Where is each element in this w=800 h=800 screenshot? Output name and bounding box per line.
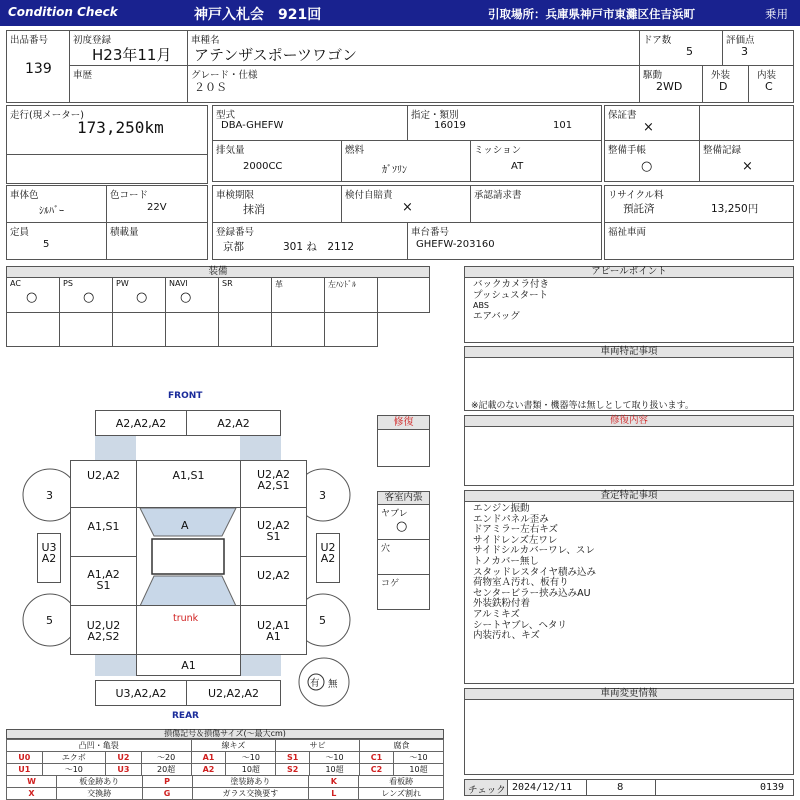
legend-code: K xyxy=(309,776,359,788)
legend-desc: 交換跡 xyxy=(57,788,143,800)
panel-hood-text: A1,S1 xyxy=(172,469,205,482)
fuel-value: ｶﾞｿﾘﾝ xyxy=(382,165,407,176)
equip-sr xyxy=(218,277,272,313)
equip-blank-4 xyxy=(165,312,219,347)
panel-fl-fender-text: U2,A2 xyxy=(86,469,121,482)
drive-label: 駆動 xyxy=(643,70,663,81)
special-note: ※記載のない書類・機器等は無しとして取り扱います。 xyxy=(471,401,694,411)
panel-rl-quarter-text: U2,U2 A2,S2 xyxy=(86,619,121,643)
legend-code: U2 xyxy=(106,752,142,764)
mileage-value: 173,250km xyxy=(77,118,164,137)
load-label: 積載量 xyxy=(110,227,139,238)
legend-code: L xyxy=(309,788,359,800)
history-label: 車歴 xyxy=(73,70,93,81)
warranty-label: 保証書 xyxy=(608,110,637,121)
assessment-line: ドアミラー左右キズ xyxy=(473,524,559,536)
check-date: 2024/12/11 xyxy=(512,782,573,793)
header-title-left: Condition Check xyxy=(8,5,118,19)
panel-rear-right[interactable] xyxy=(186,680,281,706)
equip-navi-label: NAVI xyxy=(169,279,188,288)
usage-type: 乗用 xyxy=(765,7,788,21)
panel-fr-fender-text: U2,A2 A2,S1 xyxy=(256,468,291,492)
grade-value: ２０Ｓ xyxy=(194,81,227,94)
panel-rr-door[interactable] xyxy=(240,556,307,606)
capacity-label: 定員 xyxy=(10,227,30,238)
inspection-box xyxy=(212,185,342,223)
doors-box xyxy=(639,30,723,66)
assessment-line: 荷物室Ａ汚れ、板有り xyxy=(473,577,569,589)
warranty-box xyxy=(604,105,700,141)
legend-row xyxy=(7,764,444,776)
legend-desc: 看板跡 xyxy=(359,776,444,788)
legend-row xyxy=(7,752,444,764)
history-box xyxy=(69,65,188,103)
taxwt-label: 検付自賠責 xyxy=(345,190,393,201)
panel-front-left[interactable] xyxy=(95,410,187,436)
assessment-line: トノカバー無し xyxy=(473,555,539,567)
equip-ps-value: ○ xyxy=(83,290,95,305)
legend-code: A2 xyxy=(191,764,226,776)
equip-lhd xyxy=(324,277,378,313)
approval-label: 承認請求書 xyxy=(474,190,522,201)
cabin-header xyxy=(377,491,430,505)
lot-number: 139 xyxy=(25,61,52,77)
legend-desc: 〜10 xyxy=(310,752,360,764)
legend-title: 損傷記号＆損傷サイズ(〜最大cm) xyxy=(164,729,286,738)
fuel-box xyxy=(341,140,471,182)
chassis-label: 車台番号 xyxy=(411,227,450,238)
check-label: チェック xyxy=(468,785,506,796)
panel-rear-text: A1 xyxy=(181,659,196,672)
panel-right-sill[interactable] xyxy=(316,533,340,583)
equip-navi-value: ○ xyxy=(180,290,192,305)
score-label: 評価点 xyxy=(726,35,755,46)
assessment-line: 外装鉄粉付着 xyxy=(473,598,531,610)
tire-rl-score: 5 xyxy=(46,614,53,627)
assessment-line: エンドパネル歪み xyxy=(473,513,549,525)
legend-desc: 板金跡あり xyxy=(57,776,143,788)
panel-left-sill[interactable] xyxy=(37,533,61,583)
legend-category-row xyxy=(7,740,444,752)
recycle-box xyxy=(604,185,794,223)
cabin-hole xyxy=(377,539,430,575)
panel-front-right[interactable] xyxy=(186,410,281,436)
grade-box xyxy=(187,65,640,103)
exterior-label: 外装 xyxy=(711,70,731,81)
model-box xyxy=(212,105,408,141)
legend-desc: 〜10 xyxy=(226,752,276,764)
equip-lhd-label: 左ﾊﾝﾄﾞﾙ xyxy=(328,280,356,289)
repair-mini-title: 修復 xyxy=(393,417,414,428)
appeal-body xyxy=(464,277,794,343)
pillar-fr xyxy=(240,435,281,461)
warranty-blank xyxy=(699,105,794,141)
assessment-line: サイドレンズ左ワレ xyxy=(473,534,558,546)
legend-cat: 凸凹・亀裂 xyxy=(7,740,192,752)
assessment-line: 内装汚れ、キズ xyxy=(473,630,540,642)
repair-mini-header xyxy=(377,415,430,430)
panel-rear-left-text: U3,A2,A2 xyxy=(115,687,167,700)
designation-value: 16019 xyxy=(434,120,466,131)
legend-desc: レンズ割れ xyxy=(359,788,444,800)
legend-code: U0 xyxy=(7,752,43,764)
equip-extra-1 xyxy=(377,277,430,313)
interior-label: 内装 xyxy=(757,70,777,81)
exterior-box xyxy=(702,65,749,103)
mileage-box xyxy=(6,105,208,155)
plate-number: 301 ね 2112 xyxy=(283,241,355,253)
equipment-title: 装備 xyxy=(208,266,228,277)
assessment-line: アルミキズ xyxy=(473,608,520,620)
inspection-value: 抹消 xyxy=(243,203,265,216)
doors-value: 5 xyxy=(686,45,693,58)
legend-row xyxy=(7,776,444,788)
legend-row xyxy=(7,788,444,800)
rear-label: REAR xyxy=(172,711,199,721)
legend-desc: ガラス交換要す xyxy=(192,788,309,800)
recycle-fee: 13,250円 xyxy=(711,203,759,215)
displacement-value: 2000CC xyxy=(243,161,283,172)
panel-fr-door-text: U2,A2 S1 xyxy=(256,519,291,543)
equip-sr-label: SR xyxy=(222,279,233,288)
equip-leather xyxy=(271,277,325,313)
check-code: 0139 xyxy=(760,782,785,793)
cabin-tear-label: ヤブレ xyxy=(381,509,408,519)
fuel-label: 燃料 xyxy=(345,145,365,156)
legend-desc: 〜20 xyxy=(141,752,191,764)
mission-value: AT xyxy=(511,161,524,172)
mission-box xyxy=(470,140,602,182)
assessment-line: スタッドレスタイヤ積み込み xyxy=(473,566,597,578)
records-box xyxy=(699,140,794,182)
sunroof-outline xyxy=(152,539,224,574)
score-box xyxy=(722,30,794,66)
legend-desc: 20超 xyxy=(141,764,191,776)
legend-desc: 〜10 xyxy=(394,752,444,764)
legend-desc: エクボ xyxy=(42,752,106,764)
assessment-line: シートヤブレ、ヘタリ xyxy=(473,619,567,631)
lot-label: 出品番号 xyxy=(10,35,49,46)
capacity-value: 5 xyxy=(43,239,50,250)
designation-box xyxy=(407,105,602,141)
cabin-tear xyxy=(377,504,430,540)
cabin-burn xyxy=(377,574,430,610)
name-label: 車種名 xyxy=(191,35,220,46)
manual-label: 整備手帳 xyxy=(608,145,647,156)
equip-pw-value: ○ xyxy=(136,290,148,305)
equipment-grid xyxy=(6,277,430,347)
panel-rr-quarter-text: U2,A1 A1 xyxy=(256,619,291,643)
model-label: 型式 xyxy=(216,110,236,121)
welfare-box xyxy=(604,222,794,260)
check-date-box xyxy=(507,779,587,796)
change-info-title: 車両変更情報 xyxy=(600,688,658,699)
panel-left-sill-text: U3 A2 xyxy=(41,541,57,565)
taxwt-box xyxy=(341,185,471,223)
panel-rear-left[interactable] xyxy=(95,680,187,706)
equip-blank-3 xyxy=(112,312,166,347)
spare-none: 無 xyxy=(328,679,338,690)
panel-front-left-text: A2,A2,A2 xyxy=(115,417,167,430)
score-value: 3 xyxy=(741,45,748,58)
legend-desc: 10超 xyxy=(310,764,360,776)
taxwt-value: × xyxy=(402,200,413,215)
designation-label: 指定・類別 xyxy=(411,110,459,121)
cabin-tear-value: ○ xyxy=(396,519,408,534)
plate-label: 登録番号 xyxy=(216,227,255,238)
color-label: 車体色 xyxy=(10,190,39,201)
color-value: ｼﾙﾊﾞｰ xyxy=(39,206,64,217)
panel-hood[interactable] xyxy=(136,460,241,508)
interior-value: C xyxy=(765,80,773,93)
inspection-label: 車検期限 xyxy=(216,190,255,201)
appeal-title: アピールポイント xyxy=(591,266,667,277)
category-value: 101 xyxy=(553,120,573,131)
check-label-box xyxy=(464,779,508,796)
auction-name: 神戸入札会 921回 xyxy=(194,7,322,23)
records-label: 整備記録 xyxy=(703,145,742,156)
cabin-burn-label: コゲ xyxy=(381,579,400,589)
name-box xyxy=(187,30,640,66)
legend-table-2 xyxy=(6,775,444,800)
spare-yes: 有 xyxy=(310,678,320,689)
drive-value: 2WD xyxy=(656,80,683,93)
legend-code: S2 xyxy=(276,764,310,776)
equip-pw xyxy=(112,277,166,313)
legend-header xyxy=(6,729,444,739)
mileage-label: 走行(現メーター) xyxy=(10,110,84,121)
equip-navi xyxy=(165,277,219,313)
legend-desc: 〜10 xyxy=(42,764,106,776)
assessment-line: サイドシルカバーワレ、スレ xyxy=(473,545,595,557)
assessment-line: エンジン振動 xyxy=(473,503,530,514)
assessment-title: 査定特記事項 xyxy=(600,490,658,501)
panel-rr-quarter[interactable] xyxy=(240,605,307,655)
mission-label: ミッション xyxy=(474,145,522,156)
appeal-line: エアバッグ xyxy=(473,310,520,322)
cabin-title: 客室内張 xyxy=(384,492,423,503)
tire-fr-score: 3 xyxy=(319,489,326,502)
cabin-hole-label: 穴 xyxy=(381,544,391,554)
exterior-value: D xyxy=(719,80,728,93)
approval-box xyxy=(470,185,602,223)
equip-ps-label: PS xyxy=(63,279,73,288)
equip-ac-value: ○ xyxy=(26,290,38,305)
equip-ac-label: AC xyxy=(10,279,21,288)
plate-area: 京都 xyxy=(223,241,244,253)
front-label: FRONT xyxy=(168,391,203,401)
chassis-box xyxy=(407,222,602,260)
warranty-value: × xyxy=(643,120,654,135)
check-num-box xyxy=(586,779,656,796)
equip-blank-2 xyxy=(59,312,113,347)
legend-code: X xyxy=(7,788,57,800)
panel-rear[interactable] xyxy=(136,654,241,676)
panel-fr-door[interactable] xyxy=(240,507,307,557)
panel-fr-fender[interactable] xyxy=(240,460,307,508)
legend-code: U1 xyxy=(7,764,43,776)
equip-pw-label: PW xyxy=(116,279,129,288)
panel-front-right-text: A2,A2 xyxy=(217,417,250,430)
panel-fl-fender[interactable] xyxy=(70,460,137,508)
panel-fl-door-text: A1,S1 xyxy=(87,520,120,533)
color-code-value: 22V xyxy=(147,202,167,213)
legend-code: S1 xyxy=(276,752,310,764)
pickup-location: 引取場所：兵庫県神戸市東灘区住吉浜町 xyxy=(488,7,695,21)
first-reg-label: 初度登録 xyxy=(73,35,112,46)
chassis-value: GHEFW-203160 xyxy=(416,239,495,250)
panel-right-sill-text: U2 A2 xyxy=(320,541,336,565)
color-code-label: 色コード xyxy=(110,190,149,201)
welfare-label: 福祉車両 xyxy=(608,227,647,238)
pillar-fl xyxy=(95,435,136,461)
recycle-label: リサイクル料 xyxy=(608,190,664,201)
legend-cat: 腐食 xyxy=(360,740,444,752)
special-title: 車両特記事項 xyxy=(600,346,658,357)
plate-box xyxy=(212,222,408,260)
displacement-label: 排気量 xyxy=(216,145,245,156)
appeal-line: バックカメラ付き xyxy=(473,279,550,290)
legend-code: C1 xyxy=(360,752,394,764)
equip-ac xyxy=(6,277,60,313)
model-value: DBA-GHEFW xyxy=(221,120,284,131)
legend-code: G xyxy=(142,788,192,800)
manual-value: ○ xyxy=(641,159,653,174)
recycle-status: 預託済 xyxy=(623,203,655,215)
check-num: 8 xyxy=(617,782,624,793)
legend-desc: 10超 xyxy=(226,764,276,776)
rear-glass xyxy=(140,576,236,606)
legend-table xyxy=(6,739,444,776)
legend-desc: 10超 xyxy=(394,764,444,776)
legend-code: A1 xyxy=(191,752,226,764)
legend-cat: サビ xyxy=(276,740,360,752)
repair-mini-body xyxy=(377,429,430,467)
legend-desc: 塗装跡あり xyxy=(192,776,309,788)
assessment-line: センタービラー挟み込みAU xyxy=(473,587,591,599)
color-box xyxy=(6,185,107,223)
appeal-line: プッシュスタート xyxy=(473,289,549,301)
assessment-body xyxy=(464,501,794,684)
panel-rear-right-text: U2,A2,A2 xyxy=(207,687,260,700)
trunk-label: trunk xyxy=(173,613,199,624)
panel-rr-door-text: U2,A2 xyxy=(256,569,291,582)
car-name: アテンザスポーツワゴン xyxy=(194,46,358,64)
check-code-box xyxy=(655,779,794,796)
doors-label: ドア数 xyxy=(643,35,672,46)
equip-blank-5 xyxy=(218,312,272,347)
color-code-box xyxy=(106,185,208,223)
panel-fl-door[interactable] xyxy=(70,507,137,557)
special-body xyxy=(464,357,794,411)
tire-rr-score: 5 xyxy=(319,614,326,627)
roof-label: A xyxy=(181,519,189,532)
equip-blank-6 xyxy=(271,312,325,347)
legend-code: C2 xyxy=(360,764,394,776)
repair-content-title: 修復内容 xyxy=(609,415,648,426)
equip-blank-1 xyxy=(6,312,60,347)
manual-box xyxy=(604,140,700,182)
first-reg-value: H23年11月 xyxy=(92,46,172,64)
equip-ps xyxy=(59,277,113,313)
first-reg-box xyxy=(69,30,188,66)
drive-box xyxy=(639,65,703,103)
displacement-box xyxy=(212,140,342,182)
change-info-body xyxy=(464,699,794,775)
panel-rl-door[interactable] xyxy=(70,556,137,606)
legend-code: U3 xyxy=(106,764,142,776)
panel-rl-quarter[interactable] xyxy=(70,605,137,655)
grade-label: グレード・仕様 xyxy=(191,70,258,81)
equip-leather-label: 革 xyxy=(275,280,283,289)
tire-fl-score: 3 xyxy=(46,489,53,502)
legend-code: P xyxy=(142,776,192,788)
equip-blank-7 xyxy=(324,312,378,347)
appeal-line: ABS xyxy=(473,301,489,310)
legend-code: W xyxy=(7,776,57,788)
capacity-box xyxy=(6,222,107,260)
repair-content-body xyxy=(464,426,794,486)
load-box xyxy=(106,222,208,260)
panel-rl-door-text: A1,A2 S1 xyxy=(87,568,120,592)
mileage-blank xyxy=(6,154,208,184)
legend-cat: 線キズ xyxy=(191,740,276,752)
lot-box xyxy=(6,30,70,103)
interior-box xyxy=(748,65,794,103)
records-value: × xyxy=(742,159,753,174)
